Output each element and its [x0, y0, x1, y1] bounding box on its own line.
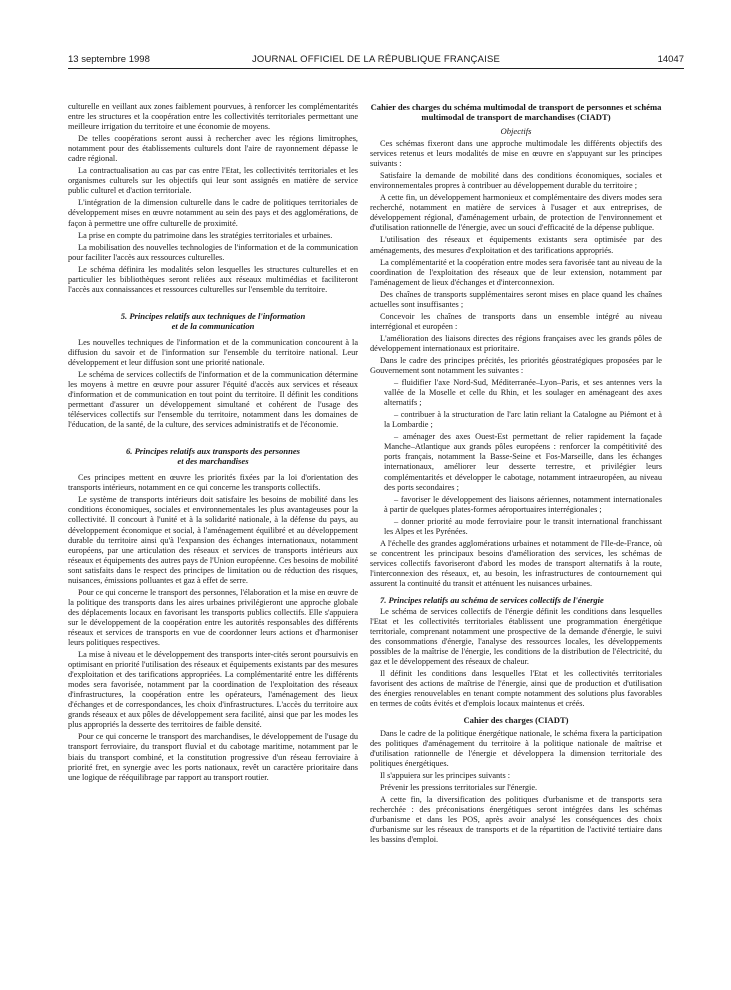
paragraph: L'intégration de la dimension culturelle dans le cadre de politiques territoriales de développement mises en œuvre notamment au sein des pays et des agglomérations, de façon à permettre une offre culturelle de proximité. — [68, 198, 358, 228]
paragraph: L'utilisation des réseaux et équipements existants sera optimisée par des aménagements, des mesures d'exploitation et des tarifications appropriés. — [370, 235, 662, 255]
paragraph: Dans le cadre de la politique énergétique nationale, le schéma fixera la participation des politiques d'aménagement du territoire à la politique nationale de maîtrise et d'utilisation rationnelle de l'énergie et développera la dimension territoriale des politiques énergétiques. — [370, 728, 662, 768]
page-header — [68, 54, 684, 68]
list-item: – donner priorité au mode ferroviaire pour le transit international franchissant les Alpes et les Pyrénées. — [384, 516, 662, 536]
right-column — [370, 102, 662, 982]
paragraph: Il s'appuiera sur les principes suivants : — [380, 770, 511, 780]
paragraph: Le schéma de services collectifs de l'énergie définit les conditions dans lesquelles l'Etat et les collectivités territoriales établissent une programmation énergétique territoriale, comprenant notamment une prospective de la demande d'énergie, le suivi des consommations d'énergie, l'analyse des ressources locales, les développements possibles de la maîtrise de l'énergie, les conditions de la distribution de l'électricité, du gaz et le développement des réseaux de chaleur. — [370, 607, 662, 667]
section-7-title: 7. Principes relatifs au schéma de services collectifs de l'énergie — [380, 595, 604, 606]
paragraph: culturelle en veillant aux zones faiblement pourvues, à renforcer les complémentarités entre les structures et la coopération entre les collectivités territoriales permettant une meilleure irrigation du territoire et une économie de moyens. — [68, 102, 358, 132]
cahier-title: Cahier des charges du schéma multimodal de transport de personnes et schéma multimodal de transport de marchandises (CIADT) — [370, 102, 662, 122]
list-item: – aménager des axes Ouest-Est permettant de relier rapidement la façade Manche–Atlantique aux grands pôles européens : renforcer la compétitivité des ports français, notamment la Basse-Seine et Fos-Marseille, dans les échanges internationaux, améliorer leur desserte terrestre, et privilégier leurs complémentarités et développer le cabotage, notamment intraeuropéen, au niveau des ports secondaires ; — [384, 432, 662, 492]
paragraph: Il définit les conditions dans lesquelles l'Etat et les collectivités territoriales favorisent des actions de maîtrise de l'énergie, ainsi que de production et d'utilisation des énergies renouvelables en tenant compte notamment des solutions plus favorables en termes de coûts évités et d'emplois locaux maintenus et créés. — [370, 669, 662, 709]
paragraph: Dans le cadre des principes précités, les priorités géostratégiques proposées par le Gouvernement sont notamment les suivantes : — [370, 355, 662, 376]
cahier-charges-heading: Cahier des charges (CIADT) — [463, 714, 569, 725]
paragraph: La mobilisation des nouvelles technologies de l'information et de la communication pour faciliter l'accès aux ressources culturelles. — [68, 242, 358, 262]
section-title-line: 5. Principes relatifs aux techniques de l'information — [120, 310, 306, 321]
paragraph: La prise en compte du patrimoine dans les stratégies territoriales et urbaines. — [78, 230, 333, 240]
list-item: – fluidifier l'axe Nord-Sud, Méditerranée–Lyon–Paris, et ses antennes vers la vallée de la Moselle et celle du Rhin, et les soulager en aménageant des axes alternatifs ; — [384, 378, 662, 408]
paragraph: Prévenir les pressions territoriales sur l'énergie. — [380, 782, 538, 792]
paragraph: A cette fin, la diversification des politiques d'urbanisme et de transports sera recherchée : des préconisations énergétiques seront intégrées dans les schémas d'urbanisme et dans les POS, après avoir analysé les conséquences des choix d'urbanisme sur les réseaux de transports et de la répartition de l'activité tertiaire dans les bassins d'emploi. — [370, 794, 662, 845]
section-title-line: 6. Principes relatifs aux transports des personnes — [125, 446, 301, 457]
paragraph: La contractualisation au cas par cas entre l'Etat, les collectivités territoriales et les organismes culturels sur les objectifs qui leur sont assignés en matière de service public culturel et d'action territoriale. — [68, 166, 358, 196]
paragraph: Ces schémas fixeront dans une approche multimodale les différents objectifs des services retenus et leurs modalités de mise en œuvre en s'appuyant sur les principes suivants : — [370, 139, 662, 169]
left-column — [68, 102, 358, 982]
section-title-line: et des marchandises — [177, 456, 249, 467]
header-date: 13 septembre 1998 — [68, 54, 150, 65]
journal-title: JOURNAL OFFICIEL DE LA RÉPUBLIQUE FRANÇAISE — [251, 54, 501, 65]
paragraph: Concevoir les chaînes de transports dans un ensemble intégré au niveau interrégional et européen : — [370, 311, 662, 331]
section-6-title — [68, 446, 358, 466]
paragraph: A cette fin, un développement harmonieux et complémentaire des divers modes sera recherché, notamment en matière de services à l'usager et aux entreprises, de développement régional, d'aménagement urbain, de protection de l'environnement et d'utilisation rationnelle de l'énergie, avec un souci d'efficacité de la dépense publique. — [370, 193, 662, 233]
paragraph: La complémentarité et la coopération entre modes sera favorisée tant au niveau de la coordination de l'exploitation des réseaux que de leur extension, notamment par l'aménagement de lieux d'échanges et d'interconnexion. — [370, 257, 662, 287]
paragraph: Des chaînes de transports supplémentaires seront mises en place quand les chaînes actuelles sont insuffisantes ; — [370, 289, 662, 309]
paragraph: De telles coopérations seront aussi à rechercher avec les régions limitrophes, notamment pour des établissements culturels dont l'aire de rayonnement dépasse le cadre régional. — [68, 134, 358, 164]
objectifs-heading: Objectifs — [500, 126, 532, 136]
list-item: – contribuer à la structuration de l'arc latin reliant la Catalogne au Piémont et à la Lombardie ; — [384, 410, 662, 430]
header-rule — [68, 68, 684, 69]
paragraph: Le système de transports intérieurs doit satisfaire les besoins de mobilité dans les conditions économiques, sociales et environnementales les plus avantageuses pour la collectivité. Il concourt à l'unité et à la solidarité nationale, à la défense du pays, au développement économique et social, à l'aménagement équilibré et au développement durable du territoire ainsi qu'à l'expansion des échanges internationaux, notamment européens, par une articulation des réseaux et services de transports intérieurs aux réseaux et équipements des autres pays de l'Union européenne. Ces besoins de mobilité sont satisfaits dans le respect des principes de limitation ou de réduction des risques, nuisances, émissions polluantes et gaz à effet de serre. — [68, 495, 358, 585]
paragraph: Les nouvelles techniques de l'information et de la communication concourent à la diffusion du savoir et de l'information sur l'ensemble du territoire national. Leur développement et leur diffusion sont une priorité nationale. — [68, 337, 358, 367]
section-5-title — [68, 311, 358, 331]
paragraph: Le schéma définira les modalités selon lesquelles les structures culturelles et en particulier les bibliothèques seront reliées aux réseaux multimédias et faciliteront l'accès aux connaissances et ressources culturelles sur l'ensemble du territoire. — [68, 264, 358, 294]
paragraph: La mise à niveau et le développement des transports inter-cités seront poursuivis en optimisant en priorité l'utilisation des réseaux et équipements existants par des mesures d'exploitation et des tarifications appropriées. La complémentarité entre les différents modes sera favorisée, notamment par la coordination de l'exploitation des réseaux d'infrastructures, la coopération entre les opérateurs, l'aménagement des lieux d'échanges et de correspondances, les choix d'infrastructures. L'accès du territoire aux grands réseaux et aux pôles de développement sera facilité, ainsi que par les modes les plus appropriés la desserte des territoires de faible densité. — [68, 650, 358, 730]
list-item: – favoriser le développement des liaisons aériennes, notamment internationales à partir de quelques plates-formes aéroportuaires interrégionales ; — [384, 494, 662, 514]
paragraph: Le schéma de services collectifs de l'information et de la communication détermine les moyens à mettre en œuvre pour assurer l'équité d'accès aux services et réseaux d'information et de communication en tout point du territoire. Il définit les conditions permettant d'assurer un développement simultané et cohérent de l'usage des téléservices collectifs sur l'ensemble du territoire, notamment dans les domaines de l'éducation, de la santé, de la culture, des services administratifs et de l'économie. — [68, 369, 358, 430]
paragraph: Ces principes mettent en œuvre les priorités fixées par la loi d'orientation des transports intérieurs, notamment en ce qui concerne les transports collectifs. — [68, 473, 358, 493]
paragraph: Pour ce qui concerne le transport des personnes, l'élaboration et la mise en œuvre de la politique des transports dans les aires urbaines privilégieront une approche globale des déplacements locaux en favorisant les transports publics collectifs. Elle s'appuiera sur le développement de la coopération entre les autorités responsables des différents réseaux et services de transports en vue de coordonner leurs actions et d'harmoniser leurs politiques respectives. — [68, 587, 358, 648]
paragraph: L'amélioration des liaisons directes des régions françaises avec les grands pôles de développement internationaux est prioritaire. — [370, 333, 662, 353]
paragraph: Pour ce qui concerne le transport des marchandises, le développement de l'usage du transport ferroviaire, du transport fluvial et du cabotage maritime, notamment par le biais du transport combiné, et la constitution progressive d'un réseau ferroviaire à priorité fret, en synergie avec les ports nationaux, revêt un caractère prioritaire dans une logique de rééquilibrage par rapport au transport routier. — [68, 732, 358, 782]
page-number: 14047 — [657, 54, 684, 65]
paragraph: A l'échelle des grandes agglomérations urbaines et notamment de l'Ile-de-France, où se concentrent les principaux besoins d'amélioration des services, les schémas de services collectifs favoriseront d'abord les modes de transport alternatifs à la route, l'interconnexion des réseaux, et, au besoin, les infrastructures de contournement qui assurent la continuité du transit et atténuent les nuisances urbaines. — [370, 538, 662, 588]
paragraph: Satisfaire la demande de mobilité dans des conditions économiques, sociales et environnementales propres à contribuer au développement durable du territoire ; — [370, 171, 662, 191]
section-title-line: et de la communication — [171, 320, 255, 331]
